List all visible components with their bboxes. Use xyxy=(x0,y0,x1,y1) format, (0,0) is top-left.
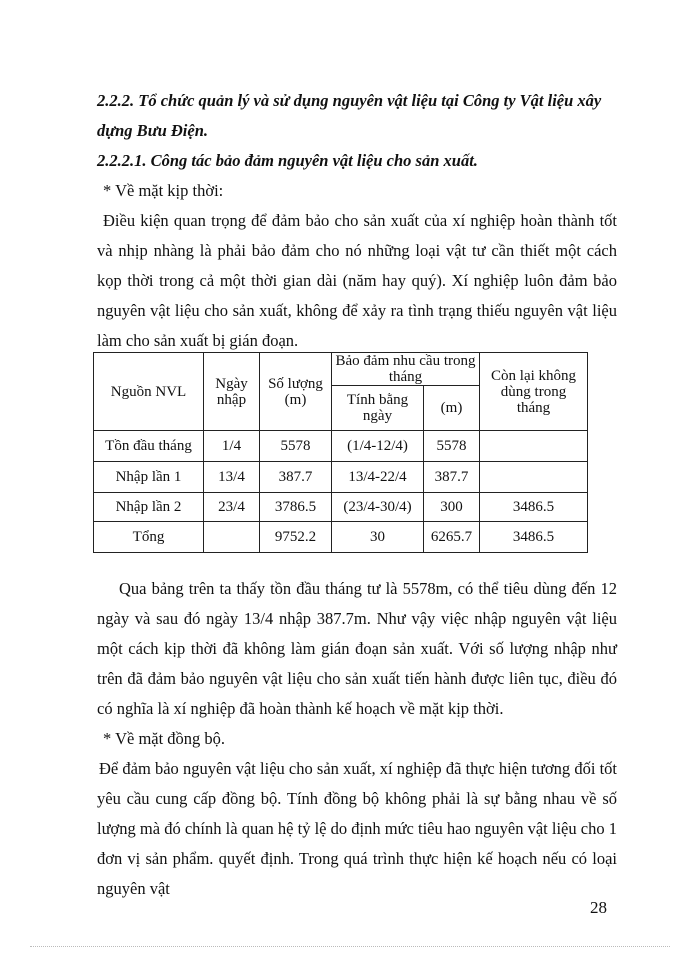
paragraph-text: Qua bảng trên ta thấy tồn đầu tháng tư là 5578m, có thể tiêu dùng đến 12 ngày và sau đó ngày 13/4 nhập 387.7m. Như vậy việc nhập nguyên vật liệu một cách kịp thời đã không làm gián đoạn sản xuất. Với số lượng nhập như trên đã đảm bảo nguyên vật liệu cho sản xuất tiến hành được liên tục, điều đó có nghĩa là xí nghiệp đã hoàn thành kế hoạch về mặt kịp thời. xyxy=(97,579,617,718)
table-header-row xyxy=(94,353,588,386)
cell-days: (1/4-12/4) xyxy=(332,431,424,462)
cell-date: 23/4 xyxy=(204,493,260,522)
cell-quantity: 3786.5 xyxy=(260,493,332,522)
cell-quantity: 9752.2 xyxy=(260,522,332,553)
bullet-timeliness: * Về mặt kịp thời: xyxy=(103,181,224,200)
cell-remaining xyxy=(480,462,588,493)
cell-days: 30 xyxy=(332,522,424,553)
paragraph-timeliness xyxy=(97,206,617,356)
cell-quantity: 387.7 xyxy=(260,462,332,493)
page-number: 28 xyxy=(590,898,607,917)
footer-divider xyxy=(30,946,670,947)
table-row xyxy=(94,493,588,522)
bullet-synchrony: * Về mặt đồng bộ. xyxy=(103,729,226,748)
section-heading: 2.2.2. Tổ chức quản lý và sử dụng nguyên vật liệu tại Công ty Vật liệu xây dựng Bưu Điện. xyxy=(97,91,602,140)
material-table xyxy=(93,352,588,553)
table-row xyxy=(94,462,588,493)
header-source: Nguồn NVL xyxy=(94,353,204,431)
subsection-heading: 2.2.2.1. Công tác bảo đảm nguyên vật liệu cho sản xuất. xyxy=(97,151,478,170)
table-row xyxy=(94,431,588,462)
header-days: Tính bằng ngày xyxy=(332,386,424,431)
paragraph-text: Để đảm bảo nguyên vật liệu cho sản xuất, xí nghiệp đã thực hiện tương đối tốt yêu cầu cung cấp đồng bộ. Tính đồng bộ không phải là sự bằng nhau về số lượng mà đó chính là quan hệ tỷ lệ do định mức tiêu hao nguyên vật liệu cho 1 đơn vị sản phẩm. quyết định. Trong quá trình thực hiện kế hoạch nếu có loại nguyên vật xyxy=(97,759,617,898)
header-meters: (m) xyxy=(424,386,480,431)
header-remaining: Còn lại không dùng trong tháng xyxy=(480,353,588,431)
cell-remaining xyxy=(480,431,588,462)
paragraph-text: Điều kiện quan trọng để đảm bảo cho sản xuất của xí nghiệp hoàn thành tốt và nhịp nhàng là phải bảo đảm cho nó những loại vật tư cần thiết một cách kọp thời trong cả một thời gian dài (năm hay quý). Xí nghiệp luôn đảm bảo nguyên vật liệu cho sản xuất, không để xảy ra tình trạng thiếu nguyên vật liệu làm cho sản xuất bị gián đoạn. xyxy=(97,211,617,350)
header-guarantee: Bảo đảm nhu cầu trong tháng xyxy=(332,353,480,386)
paragraph-analysis xyxy=(97,574,617,724)
cell-date: 1/4 xyxy=(204,431,260,462)
paragraph-synchrony xyxy=(97,754,617,904)
cell-days: (23/4-30/4) xyxy=(332,493,424,522)
cell-meters: 6265.7 xyxy=(424,522,480,553)
cell-quantity: 5578 xyxy=(260,431,332,462)
cell-source: Tồn đầu tháng xyxy=(94,431,204,462)
cell-date xyxy=(204,522,260,553)
cell-source: Nhập lần 1 xyxy=(94,462,204,493)
header-quantity: Số lượng (m) xyxy=(260,353,332,431)
cell-source: Tổng xyxy=(94,522,204,553)
cell-source: Nhập lần 2 xyxy=(94,493,204,522)
header-date: Ngày nhập xyxy=(204,353,260,431)
cell-meters: 387.7 xyxy=(424,462,480,493)
cell-meters: 300 xyxy=(424,493,480,522)
cell-meters: 5578 xyxy=(424,431,480,462)
cell-date: 13/4 xyxy=(204,462,260,493)
table-row xyxy=(94,522,588,553)
cell-remaining: 3486.5 xyxy=(480,522,588,553)
cell-remaining: 3486.5 xyxy=(480,493,588,522)
cell-days: 13/4-22/4 xyxy=(332,462,424,493)
